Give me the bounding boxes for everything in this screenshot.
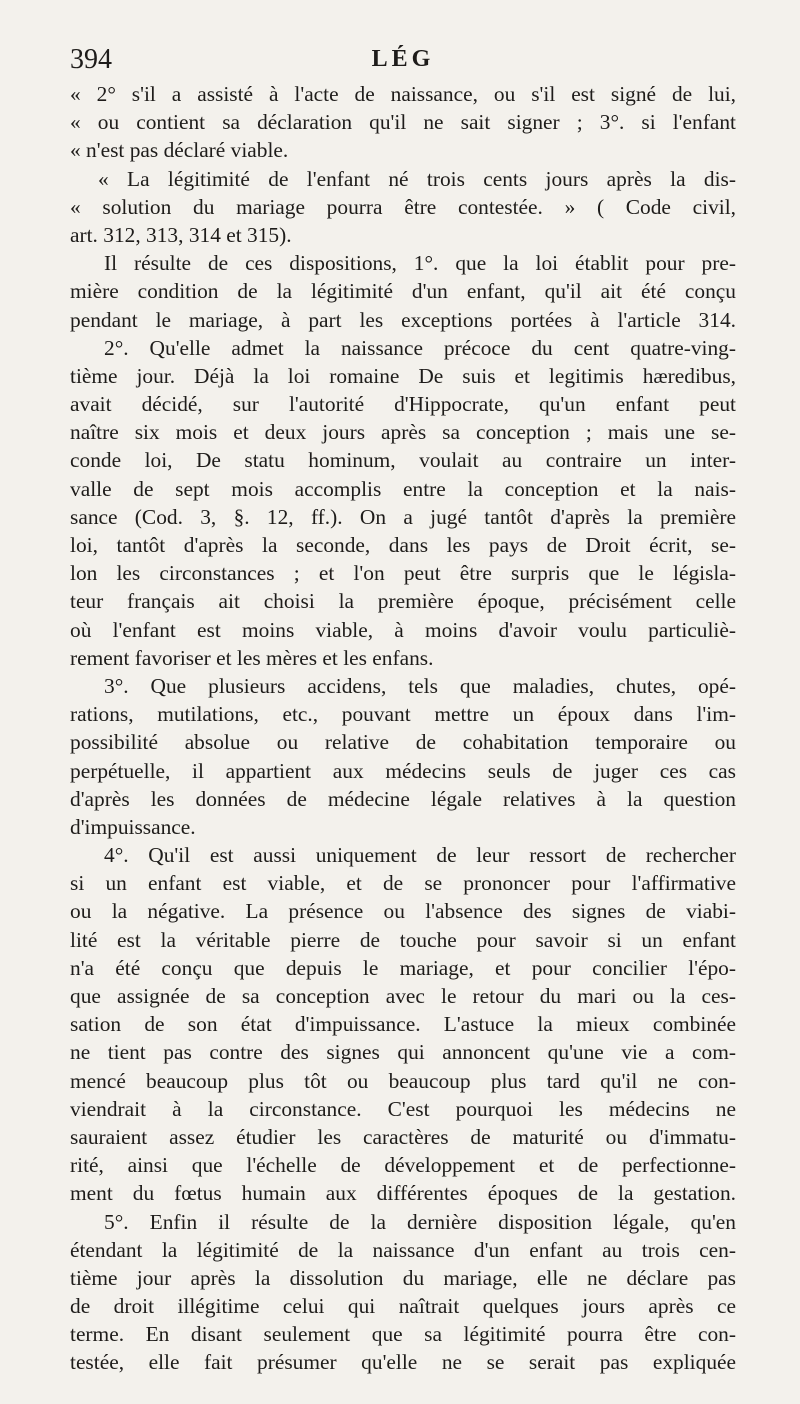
text-line: art. 312, 313, 314 et 315). [70,222,292,247]
text-line: rité, ainsi que l'échelle de développement et de perfectionne- [70,1153,736,1178]
text-line: avait décidé, sur l'autorité d'Hippocrate, qu'un enfant peut [70,392,736,417]
text-line: lon les circonstances ; et l'on peut être surpris que le législa- [70,561,736,586]
text-line: tième jour. Déjà la loi romaine De suis et legitimis hæredibus, [70,363,736,388]
text-line: testée, elle fait présumer qu'elle ne se serait pas expliquée [70,1350,736,1375]
text-line: loi, tantôt d'après la seconde, dans les pays de Droit écrit, se- [70,533,736,557]
text-line: « ou contient sa déclaration qu'il ne sait signer ; 3°. si l'enfant [70,110,736,135]
text-line: « n'est pas déclaré viable. [70,138,289,163]
text-line: lité est la véritable pierre de touche pour savoir si un enfant [70,927,736,952]
page-header [70,44,736,80]
text-line: 5°. Enfin il résulte de la dernière disposition légale, qu'en [104,1209,736,1234]
text-line: d'après les données de médecine légale relatives à la question [70,786,736,811]
text-line: Il résulte de ces dispositions, 1°. que la loi établit pour pre- [104,251,736,276]
text-line: valle de sept mois accomplis entre la conception et la nais- [70,476,736,501]
text-line: terme. En disant seulement que sa légitimité pourra être con- [70,1322,736,1347]
text-line: 3°. Que plusieurs accidens, tels que maladies, chutes, opé- [104,673,736,698]
text-line: perpétuelle, il appartient aux médecins seuls de juger ces cas [70,758,736,783]
text-line: pendant le mariage, à part les exceptions portées à l'article 314. [70,307,736,332]
text-line: conde loi, De statu hominum, voulait au contraire un inter- [70,448,736,473]
text-line: ment du fœtus humain aux différentes époques de la gestation. [70,1181,736,1206]
text-line: ou la négative. La présence ou l'absence des signes de viabi- [70,899,736,924]
text-line: n'a été conçu que depuis le mariage, et pour concilier l'épo- [70,955,736,980]
page-number: 394 [70,44,112,75]
text-line: mière condition de la légitimité d'un enfant, qu'il ait été conçu [70,279,736,304]
text-line: si un enfant est viable, et de se prononcer pour l'affirmative [70,871,736,896]
text-line: tième jour après la dissolution du mariage, elle ne déclare pas [70,1265,736,1290]
text-line: naître six mois et deux jours après sa conception ; mais une se- [70,420,736,445]
text-line: « La légitimité de l'enfant né trois cents jours après la dis- [98,166,736,191]
text-line: possibilité absolue ou relative de cohabitation temporaire ou [70,730,736,755]
text-line: rement favoriser et les mères et les enfans. [70,645,434,670]
body-text [70,80,736,1377]
text-line: étendant la légitimité de la naissance d'un enfant au trois cen- [70,1237,736,1262]
text-line: 4°. Qu'il est aussi uniquement de leur ressort de rechercher [104,843,736,868]
text-line: où l'enfant est moins viable, à moins d'avoir voulu particuliè- [70,617,736,642]
text-line: « 2° s'il a assisté à l'acte de naissance, ou s'il est signé de lui, [70,82,736,106]
text-line: ne tient pas contre des signes qui annoncent qu'une vie a com- [70,1040,736,1065]
text-line: rations, mutilations, etc., pouvant mettre un époux dans l'im- [70,702,736,727]
text-line: viendrait à la circonstance. C'est pourquoi les médecins ne [70,1096,736,1121]
text-line: sance (Cod. 3, §. 12, ff.). On a jugé tantôt d'après la première [70,504,736,529]
text-line: d'impuissance. [70,814,196,839]
text-line: mencé beaucoup plus tôt ou beaucoup plus tard qu'il ne con- [70,1068,736,1093]
text-line: teur français ait choisi la première époque, précisément celle [70,589,736,614]
text-line: sation de son état d'impuissance. L'astuce la mieux combinée [70,1012,736,1037]
running-head: LÉG [371,46,435,72]
text-line: que assignée de sa conception avec le retour du mari ou la ces- [70,984,736,1008]
text-line: sauraient assez étudier les caractères de maturité ou d'immatu- [70,1124,736,1149]
text-line: de droit illégitime celui qui naîtrait quelques jours après ce [70,1294,736,1319]
text-line: « solution du mariage pourra être contestée. » ( Code civil, [70,194,736,219]
text-line: 2°. Qu'elle admet la naissance précoce du cent quatre-ving- [104,335,736,360]
